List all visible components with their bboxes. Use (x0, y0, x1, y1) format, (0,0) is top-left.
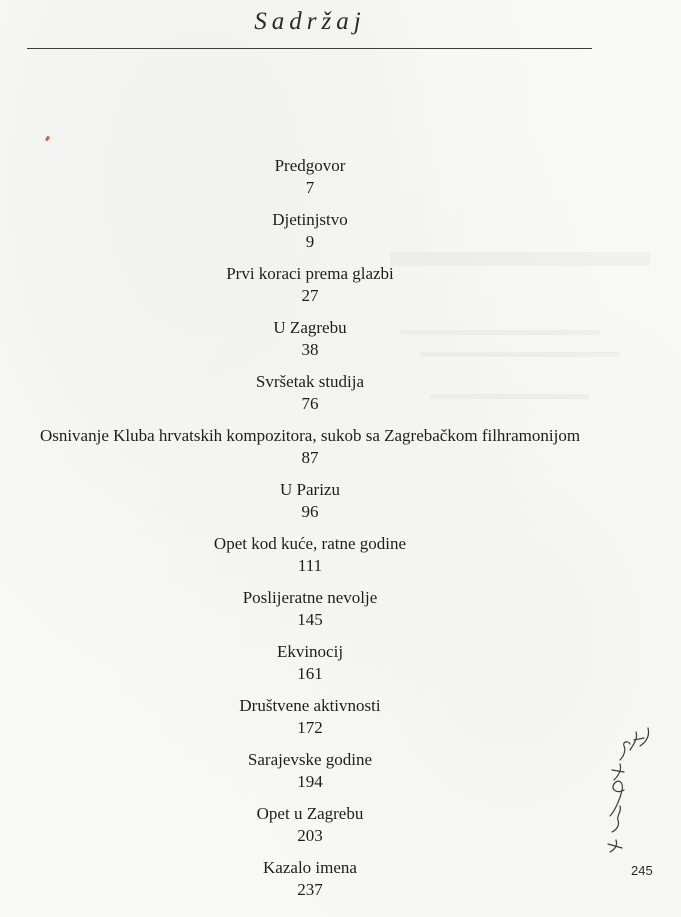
toc-entry-title: Osnivanje Kluba hrvatskih kompozitora, sukob sa Zagrebačkom filhramonijom (39, 426, 581, 445)
toc-entry (0, 209, 620, 253)
toc-entry-page: 145 (297, 610, 323, 629)
toc-entry (0, 587, 620, 631)
toc-entry-title: Ekvinocij (276, 642, 344, 661)
toc-entry (0, 803, 620, 847)
toc-entry-page: 96 (301, 502, 319, 521)
toc-entry-page: 111 (297, 556, 323, 575)
toc-entry-title: Poslijeratne nevolje (242, 588, 378, 607)
handwritten-signature (600, 720, 662, 870)
toc-entry-title: U Zagrebu (273, 318, 347, 337)
table-of-contents (0, 155, 620, 901)
toc-entry-title: Društvene aktivnosti (239, 696, 381, 715)
toc-entry-page: 87 (301, 448, 319, 467)
toc-entry-page: 7 (305, 178, 315, 197)
toc-entry (0, 533, 620, 577)
title-rule (27, 48, 592, 49)
toc-entry (0, 155, 620, 199)
toc-entry (0, 263, 620, 307)
toc-entry-title: Svršetak studija (255, 372, 365, 391)
toc-entry-title: Opet u Zagrebu (256, 804, 364, 823)
page-number: 245 (631, 863, 653, 878)
toc-entry (0, 317, 620, 361)
toc-entry-title: Prvi koraci prema glazbi (226, 264, 394, 283)
toc-entry-page: 76 (301, 394, 319, 413)
toc-entry-page: 203 (297, 826, 323, 845)
toc-entry (0, 425, 620, 469)
toc-entry-page: 27 (301, 286, 319, 305)
toc-entry (0, 641, 620, 685)
toc-entry-page: 172 (297, 718, 323, 737)
toc-entry-title: U Parizu (280, 480, 340, 499)
toc-entry-title: Opet kod kuće, ratne godine (213, 534, 407, 553)
toc-entry (0, 857, 620, 901)
toc-entry (0, 695, 620, 739)
toc-entry-title: Kazalo imena (263, 858, 357, 877)
page-title: Sadržaj (254, 8, 366, 35)
toc-entry (0, 371, 620, 415)
toc-entry (0, 749, 620, 793)
toc-entry-page: 9 (305, 232, 315, 251)
toc-entry-title: Djetinjstvo (272, 210, 348, 229)
toc-entry (0, 479, 620, 523)
toc-entry-page: 237 (297, 880, 323, 899)
toc-entry-page: 161 (297, 664, 323, 683)
toc-entry-title: Sarajevske godine (247, 750, 373, 769)
toc-entry-page: 194 (297, 772, 323, 791)
toc-entry-title: Predgovor (274, 156, 346, 175)
toc-entry-page: 38 (301, 340, 319, 359)
